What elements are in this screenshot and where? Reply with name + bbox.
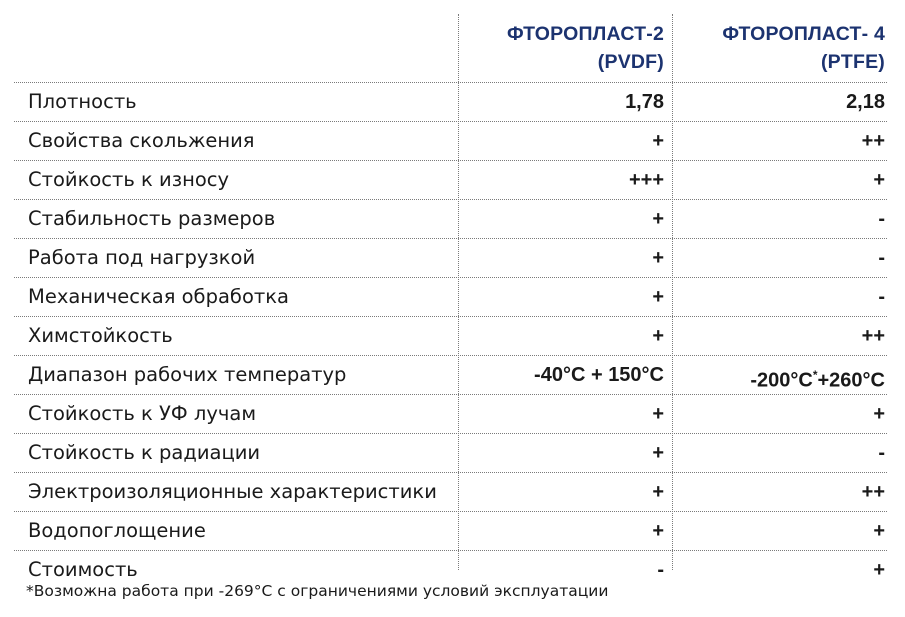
row-value-ptfe: + <box>873 169 885 191</box>
header-pvdf-abbr: (PVDF) <box>597 51 664 73</box>
row-value-ptfe: + <box>873 520 885 542</box>
row-label: Стабильность размеров <box>28 207 276 230</box>
table-row-load <box>14 238 887 277</box>
row-value-pvdf: + <box>652 442 664 464</box>
table-row-water <box>14 511 887 550</box>
row-value-pvdf: + <box>652 481 664 503</box>
table-row-dimensional <box>14 199 887 238</box>
row-value-pvdf: +++ <box>628 169 664 191</box>
row-value-pvdf: 1,78 <box>625 91 664 113</box>
row-value-ptfe: ++ <box>861 325 885 347</box>
ptfe-temp-min: -200°C <box>750 369 813 392</box>
table-row-wear <box>14 160 887 199</box>
row-label: Водопоглощение <box>28 519 206 542</box>
row-value-pvdf: + <box>652 247 664 269</box>
row-value-pvdf: + <box>652 286 664 308</box>
row-value-ptfe: + <box>873 559 885 581</box>
table-header <box>14 14 887 82</box>
row-label: Плотность <box>28 90 137 113</box>
table-row-machining <box>14 277 887 316</box>
row-label: Свойства скольжения <box>28 129 255 152</box>
header-ptfe-name: ФТОРОПЛАСТ- 4 <box>722 23 885 45</box>
row-label: Стойкость к износу <box>28 168 230 191</box>
row-value-pvdf: + <box>652 130 664 152</box>
row-value-ptfe: ++ <box>861 130 885 152</box>
row-label: Электроизоляционные характеристики <box>28 480 437 503</box>
row-value-ptfe: - <box>878 247 885 269</box>
footnote: *Возможна работа при -269°С с ограничениями условий эксплуатации <box>26 582 609 600</box>
header-pvdf <box>458 20 664 76</box>
table-row-chemical <box>14 316 887 355</box>
row-value-ptfe <box>666 356 885 394</box>
row-value-ptfe: + <box>873 403 885 425</box>
table-row-density <box>14 82 887 121</box>
table-row-insulation <box>14 472 887 511</box>
table-row-radiation <box>14 433 887 472</box>
table-row-uv <box>14 394 887 433</box>
row-value-ptfe: - <box>878 442 885 464</box>
row-value-ptfe: - <box>878 208 885 230</box>
row-label: Механическая обработка <box>28 285 289 308</box>
row-value-pvdf: + <box>652 403 664 425</box>
header-ptfe-abbr: (PTFE) <box>820 51 885 73</box>
row-label: Стойкость к УФ лучам <box>28 402 257 425</box>
row-value-ptfe: ++ <box>861 481 885 503</box>
header-ptfe <box>666 20 885 76</box>
table-row-temperature <box>14 355 887 394</box>
row-value-pvdf: + <box>652 208 664 230</box>
header-pvdf-name: ФТОРОПЛАСТ-2 <box>507 23 664 45</box>
row-value-pvdf: - <box>657 559 664 581</box>
row-value-ptfe: - <box>878 286 885 308</box>
row-label: Работа под нагрузкой <box>28 246 256 269</box>
row-label: Химстойкость <box>28 324 173 347</box>
footnote-marker: * <box>812 368 818 382</box>
row-label: Диапазон рабочих температур <box>28 363 347 386</box>
table-row-sliding <box>14 121 887 160</box>
row-value-pvdf: + <box>652 520 664 542</box>
row-value-ptfe: 2,18 <box>846 91 885 113</box>
properties-table <box>14 14 887 589</box>
row-label: Стойкость к радиации <box>28 441 261 464</box>
ptfe-temp-max: +260°C <box>817 369 885 392</box>
row-label: Стоимость <box>28 558 138 581</box>
row-value-pvdf: -40°C + 150°C <box>534 364 664 386</box>
row-value-pvdf: + <box>652 325 664 347</box>
